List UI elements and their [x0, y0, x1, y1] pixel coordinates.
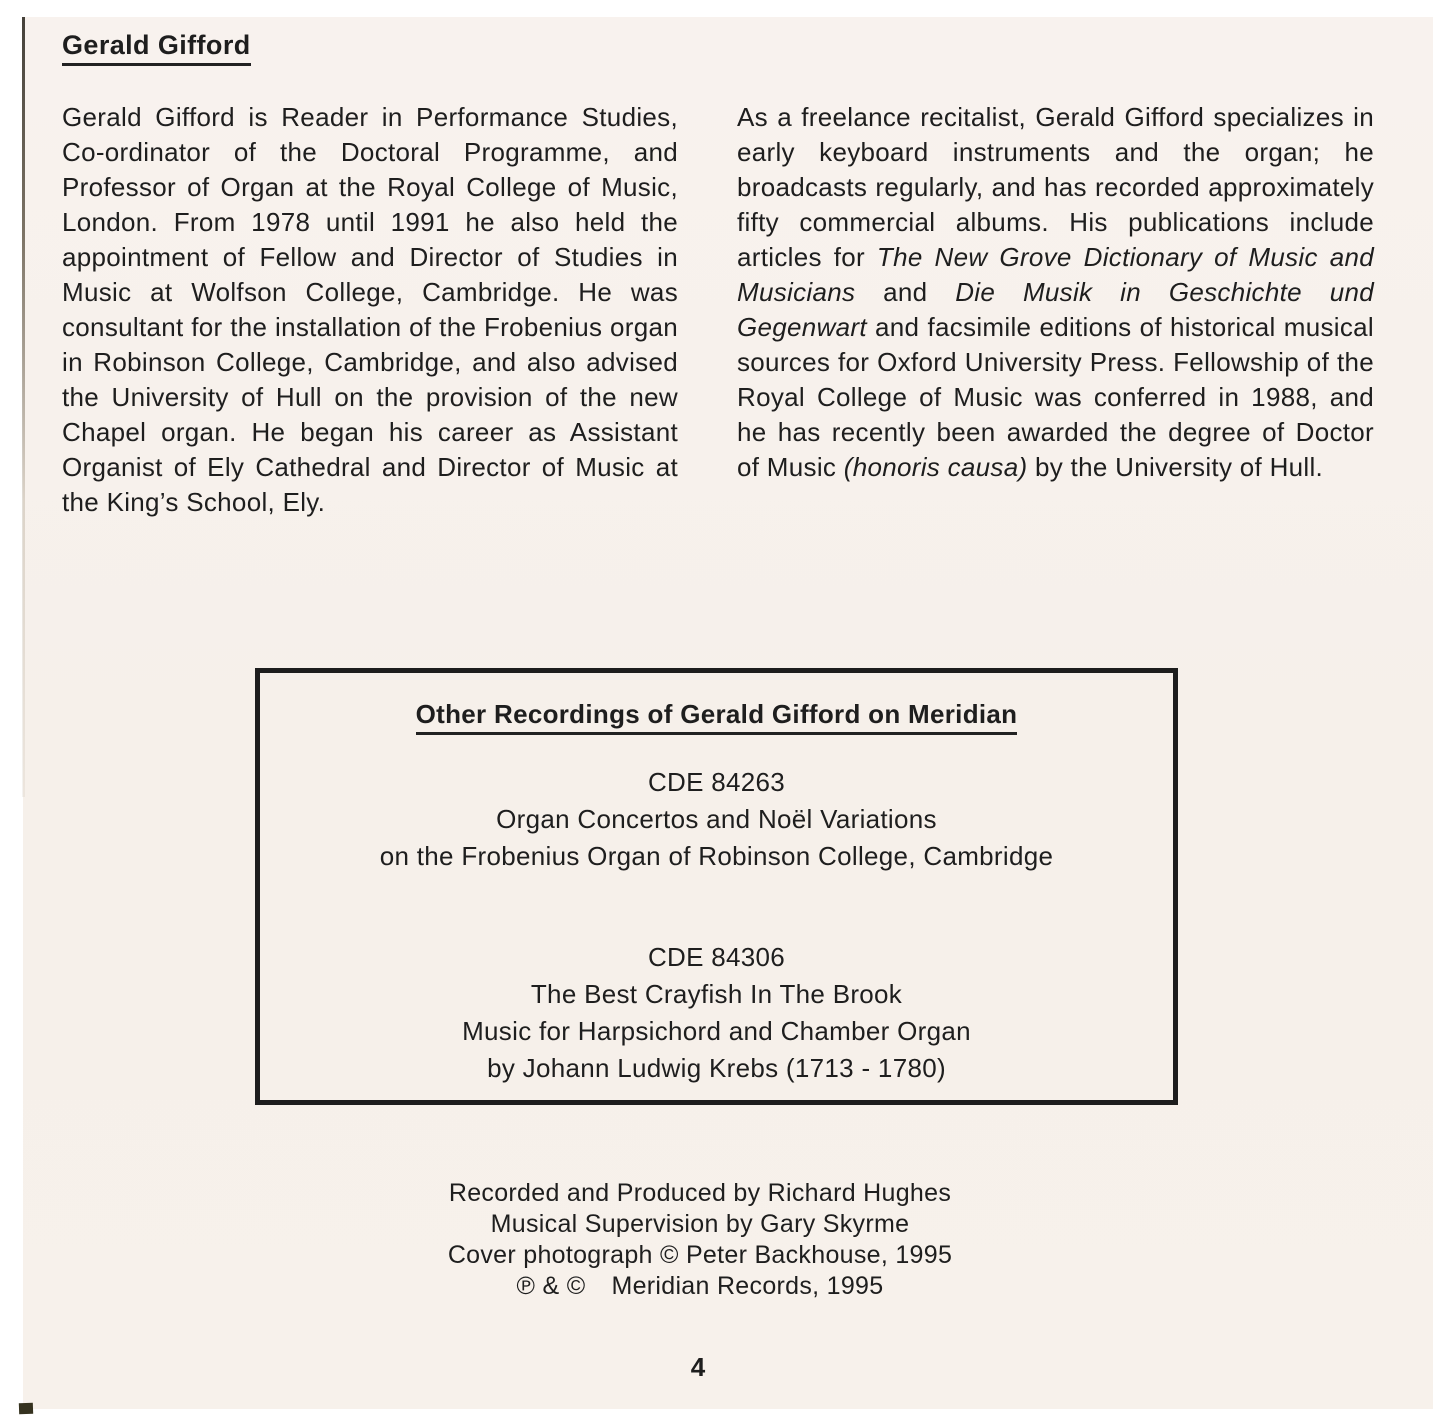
recording-title-line: by Johann Ludwig Krebs (1713 - 1780) — [487, 1053, 946, 1083]
credit-line-recording: Recorded and Produced by Richard Hughes — [448, 1179, 952, 1207]
scan-artifact-mark — [19, 1403, 33, 1414]
publication-title: The New Grove Dictionary of Music and Musicians — [737, 242, 1375, 307]
honorific-phrase: (honoris causa) — [843, 452, 1028, 482]
recording-title-line: on the Frobenius Organ of Robinson College, Cambridge — [379, 841, 1054, 871]
page-number: 4 — [690, 1352, 706, 1382]
bio-right-text: and facsimile editions of historical musical sources for Oxford University Press. Fellowship of the Royal College of Music was conferred in 1988, and he has recently been awarded the degree of Doctor of Music — [737, 312, 1374, 482]
page-title — [62, 30, 251, 66]
publication-title: Die Musik in Geschichte und Gegenwart — [737, 277, 1374, 342]
catalogue-number: CDE 84306 — [647, 942, 786, 972]
bio-right-column — [737, 100, 1374, 485]
recording-item — [260, 764, 1173, 875]
bio-left-column — [62, 100, 678, 520]
bio-right-text: As a freelance recitalist, Gerald Gifford specializes in early keyboard instruments and the organ; he broadcasts regularly, and has recorded approximately fifty commercial albums. His publications include articles for — [737, 102, 1374, 272]
credits-block — [0, 1178, 1400, 1302]
recordings-box-heading-text: Other Recordings of Gerald Gifford on Meridian — [416, 699, 1018, 735]
credit-line-supervision: Musical Supervision by Gary Skyrme — [490, 1210, 910, 1238]
phonogram-copyright-symbols: ℗ & © — [516, 1272, 586, 1300]
recording-title-line: Organ Concertos and Noël Variations — [496, 804, 937, 834]
page-edge-shadow — [22, 17, 25, 797]
page-title-text: Gerald Gifford — [62, 30, 251, 66]
bio-right-text: and — [855, 277, 956, 307]
publisher-text: Meridian Records, 1995 — [611, 1272, 884, 1300]
credit-line-photograph: Cover photograph © Peter Backhouse, 1995 — [447, 1241, 953, 1269]
recording-item — [260, 939, 1173, 1087]
recording-title-line: Music for Harpsichord and Chamber Organ — [462, 1016, 971, 1046]
credit-line-copyright — [0, 1271, 1400, 1302]
bio-right-text: by the University of Hull. — [1027, 452, 1324, 482]
other-recordings-box — [255, 668, 1178, 1105]
recording-title-line: The Best Crayfish In The Brook — [530, 979, 903, 1009]
bio-left-paragraph: Gerald Gifford is Reader in Performance Studies, Co-ordinator of the Doctoral Programme, and Professor of Organ at the Royal College of Music, London. From 1978 until 1991 he also held the appointment of Fellow and Director of Studies in Music at Wolfson College, Cambridge. He was consultant for the installation of the Frobenius organ in Robinson College, Cambridge, and also advised the University of Hull on the provision of the new Chapel organ. He began his career as Assistant Organist of Ely Cathedral and Director of Music at the King’s School, Ely. — [62, 102, 678, 517]
catalogue-number: CDE 84263 — [647, 767, 786, 797]
recordings-box-heading — [260, 699, 1173, 735]
